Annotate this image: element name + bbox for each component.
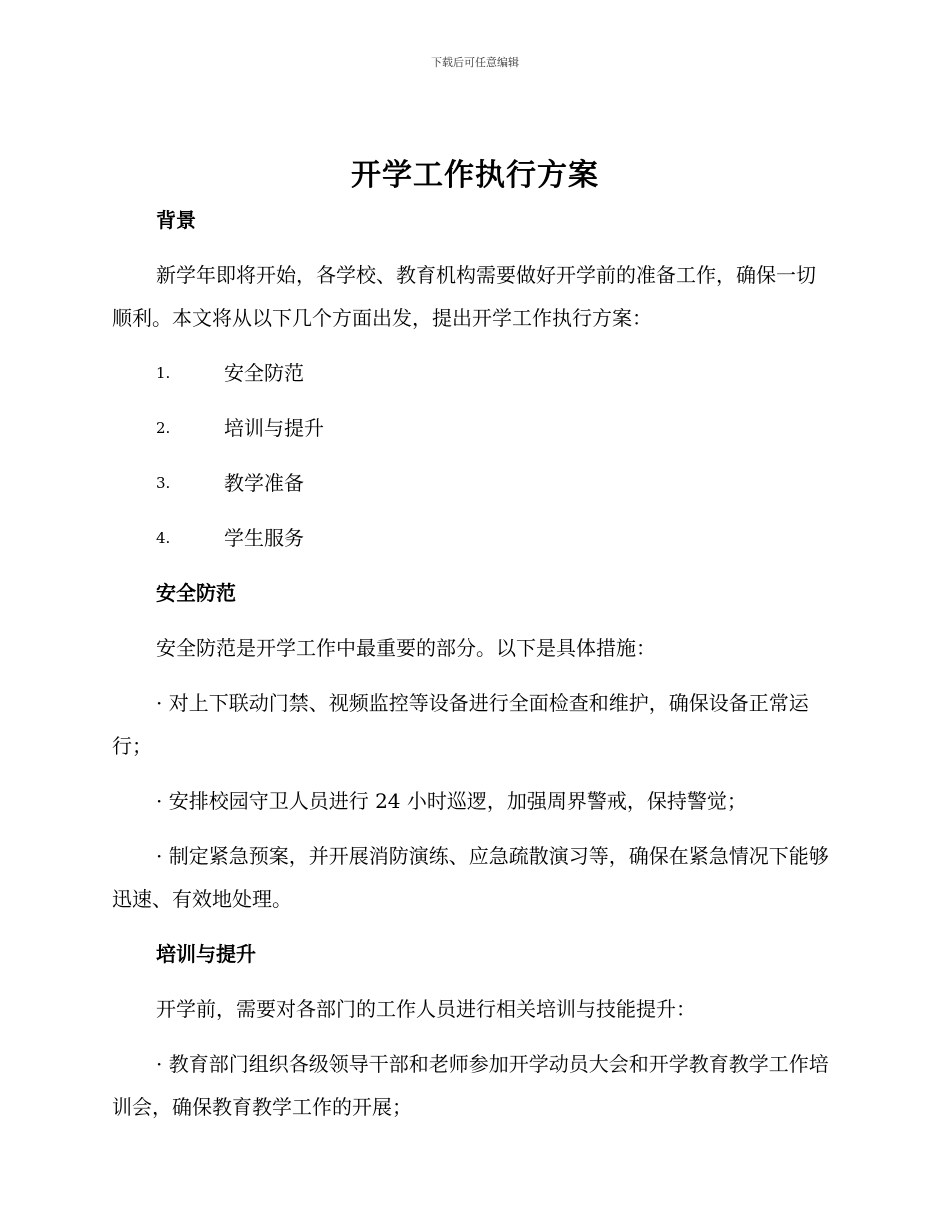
safety-bullet: · 对上下联动门禁、视频监控等设备进行全面检查和维护，确保设备正常运行； — [112, 691, 809, 758]
background-paragraph: 新学年即将开始，各学校、教育机构需要做好开学前的准备工作，确保一切顺利。本文将从以下几个方面出发，提出开学工作执行方案： — [112, 263, 816, 330]
safety-paragraph: 安全防范是开学工作中最重要的部分。以下是具体措施： — [156, 636, 656, 660]
list-item — [112, 462, 832, 505]
list-number: 4. — [156, 529, 171, 547]
safety-bullet: · 安排校园守卫人员进行 24 小时巡逻，加强周界警戒，保持警觉； — [156, 789, 747, 813]
document-title: 开学工作执行方案 — [351, 158, 599, 193]
section-heading-background: 背景 — [156, 208, 196, 232]
list-number: 2. — [156, 419, 171, 437]
list-item — [112, 352, 832, 395]
training-paragraph: 开学前，需要对各部门的工作人员进行相关培训与技能提升： — [156, 997, 696, 1021]
training-bullet: · 教育部门组织各级领导干部和老师参加开学动员大会和开学教育教学工作培训会，确保教育教学工作的开展； — [112, 1052, 829, 1119]
section-heading-safety: 安全防范 — [156, 581, 236, 605]
aspects-list — [112, 352, 832, 560]
list-number: 3. — [156, 474, 171, 492]
list-item — [112, 407, 832, 450]
list-text: 教学准备 — [224, 471, 304, 495]
list-item — [112, 517, 832, 560]
list-text: 培训与提升 — [224, 416, 324, 440]
list-number: 1. — [156, 364, 171, 382]
list-text: 安全防范 — [224, 361, 304, 385]
section-heading-training: 培训与提升 — [156, 942, 256, 966]
safety-bullet: · 制定紧急预案，并开展消防演练、应急疏散演习等，确保在紧急情况下能够迅速、有效地处理。 — [112, 844, 829, 911]
header-note: 下载后可任意编辑 — [431, 56, 519, 69]
list-text: 学生服务 — [224, 526, 304, 550]
document-body — [112, 199, 832, 1141]
